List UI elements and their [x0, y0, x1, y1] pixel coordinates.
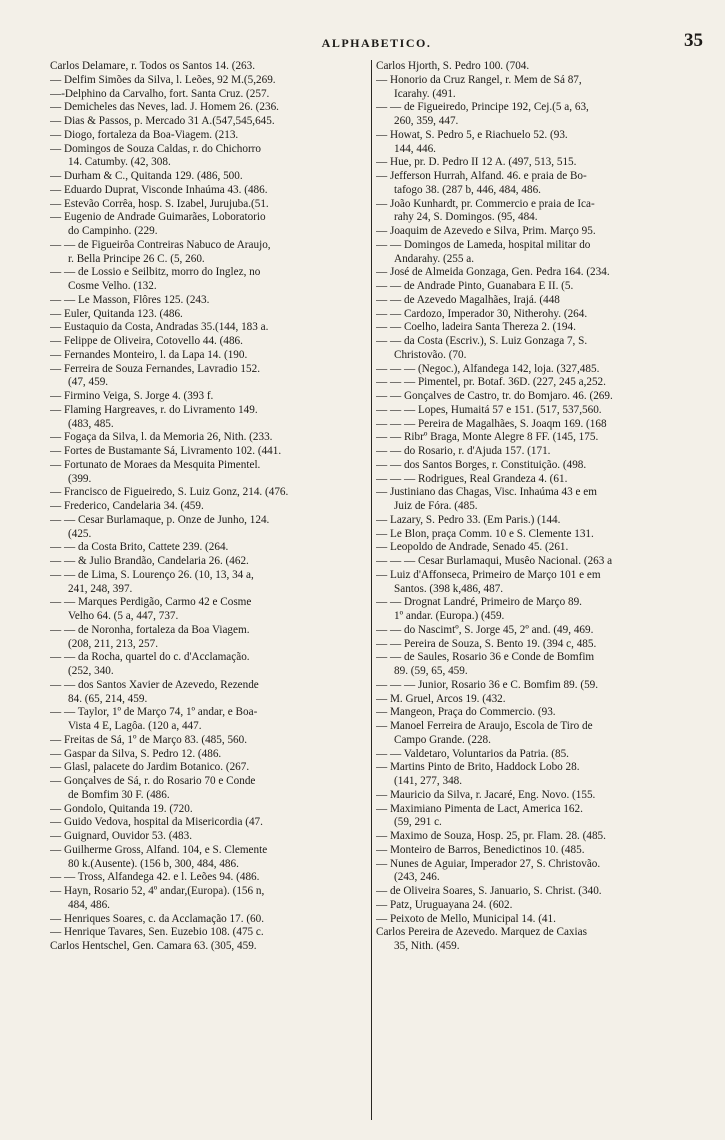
- entry-line: — — dos Santos Xavier de Azevedo, Rezende: [50, 678, 259, 691]
- entry-line: — Maximiano Pimenta de Lact, America 162.: [376, 802, 583, 815]
- entry-continuation-line: (141, 277, 348.: [394, 775, 463, 787]
- entry-continuation-line: 84. (65, 214, 459.: [68, 692, 148, 705]
- entry-line: — — de Figueirôa Contreiras Nabuco de Araujo,: [50, 238, 271, 251]
- entry-continuation-line: 241, 248, 397.: [68, 582, 133, 595]
- entries-columns: [50, 60, 703, 1120]
- entry-line: Carlos Hentschel, Gen. Camara 63. (305, 459.: [50, 940, 257, 952]
- entry-line: — — — Lopes, Humaitá 57 e 151. (517, 537,560.: [376, 403, 602, 416]
- entry-line: — Fogaça da Silva, l. da Memoria 26, Nith. (233.: [50, 431, 273, 444]
- entry-line: — — Valdetaro, Voluntarios da Patria. (85.: [376, 747, 569, 760]
- left-entry-list: [50, 60, 368, 954]
- entry-line: — — de Saules, Rosario 36 e Conde de Bomfim: [376, 651, 595, 664]
- entry-line: — — Le Masson, Flôres 125. (243.: [50, 293, 210, 306]
- entry-line: — Glasl, palacete do Jardim Botanico. (267.: [50, 761, 250, 774]
- entry-line: — Leopoldo de Andrade, Senado 45. (261.: [376, 541, 569, 554]
- entry-line: Carlos Hjorth, S. Pedro 100. (704.: [376, 60, 530, 72]
- entry-line: — João Kunhardt, pr. Commercio e praia de Ica-: [376, 197, 595, 210]
- entry-line: — — da Costa (Escriv.), S. Luiz Gonzaga 7, S.: [376, 335, 588, 347]
- entry-continuation-line: Santos. (398 k,486, 487.: [394, 582, 504, 595]
- entry-continuation-line: Juiz de Fóra. (485.: [394, 500, 478, 512]
- entry-line: — Justiniano das Chagas, Visc. Inhaúma 43 e em: [376, 486, 597, 499]
- entry-line: — — Coelho, ladeira Santa Thereza 2. (194.: [376, 321, 576, 334]
- page-number: 35: [684, 30, 703, 51]
- entry-line: — Demicheles das Neves, lad. J. Homem 26. (236.: [50, 101, 279, 114]
- entry-line: — — Cesar Burlamaque, p. Onze de Junho, 124.: [50, 513, 270, 526]
- entry-line: — Delfim Simões da Silva, l. Leões, 92 M.(5,269.: [50, 73, 276, 86]
- left-column: [50, 60, 372, 1120]
- entry-line: — — — Junior, Rosario 36 e C. Bomfim 89. (59.: [376, 678, 599, 691]
- entry-line: — Howat, S. Pedro 5, e Riachuelo 52. (93.: [376, 128, 568, 141]
- entry-line: — — Taylor, 1º de Março 74, 1º andar, e Boa-: [50, 706, 258, 719]
- entry-continuation-line: (47, 459.: [68, 376, 109, 389]
- entry-line: — — & Julio Brandão, Candelaria 26. (462.: [50, 555, 249, 567]
- entry-line: — — — (Negoc.), Alfandega 142, loja. (327,485.: [376, 362, 600, 375]
- entry-line: — Domingos de Souza Caldas, r. do Chichorro: [50, 142, 261, 155]
- entry-continuation-line: (425.: [68, 527, 92, 540]
- entry-line: — Patz, Uruguayana 24. (602.: [376, 898, 513, 911]
- entry-line: — — de Azevedo Magalhães, Irajá. (448: [376, 293, 560, 306]
- right-column: [372, 60, 703, 1120]
- entry-line: — — do Rosario, r. d'Ajuda 157. (171.: [376, 445, 551, 457]
- entry-line: — Guido Vedova, hospital da Misericordia (47.: [50, 816, 263, 829]
- entry-continuation-line: (399.: [68, 472, 92, 485]
- entry-line: — Monteiro de Barros, Benedictinos 10. (485.: [376, 843, 585, 856]
- entry-line: — — Pereira de Souza, S. Bento 19. (394 c, 485.: [376, 637, 597, 650]
- entry-line: — José de Almeida Gonzaga, Gen. Pedra 164. (234.: [376, 266, 610, 279]
- entry-line: — de Oliveira Soares, S. Januario, S. Christ. (340.: [376, 885, 602, 897]
- entry-line: Carlos Delamare, r. Todos os Santos 14. (263.: [50, 60, 256, 72]
- entry-line: — — Cardozo, Imperador 30, Nitherohy. (264.: [376, 307, 588, 320]
- entry-continuation-line: Campo Grande. (228.: [394, 733, 491, 746]
- entry-line: Carlos Pereira de Azevedo. Marquez de Caxias: [376, 926, 587, 939]
- entry-line: — — — Rodrigues, Real Grandeza 4. (61.: [376, 472, 568, 485]
- entry-line: — — da Rocha, quartel do c. d'Acclamação.: [50, 651, 250, 664]
- entry-line: — Hue, pr. D. Pedro II 12 A. (497, 513, 515.: [376, 156, 577, 169]
- entry-line: — Euler, Quitanda 123. (486.: [50, 307, 183, 320]
- entry-continuation-line: 260, 359, 447.: [394, 115, 459, 127]
- entry-line: — — — Cesar Burlamaqui, Musêo Nacional. (263 a: [376, 555, 613, 567]
- entry-continuation-line: (243, 246.: [394, 871, 440, 884]
- entry-line: — — — Pereira de Magalhães, S. Joaqm 169. (168: [376, 417, 607, 430]
- entry-line: — Gaspar da Silva, S. Pedro 12. (486.: [50, 747, 222, 760]
- entry-line: — — de Figueiredo, Principe 192, Cej.(5 a, 63,: [376, 101, 589, 114]
- entry-line: — Mauricio da Silva, r. Jacaré, Eng. Novo. (155.: [376, 788, 596, 801]
- entry-continuation-line: 1º andar. (Europa.) (459.: [394, 610, 505, 622]
- entry-line: — Nunes de Aguiar, Imperador 27, S. Christovão.: [376, 857, 601, 870]
- entry-line: — — Tross, Alfandega 42. e l. Leões 94. (486.: [50, 871, 260, 884]
- entry-line: — Fortes de Bustamante Sá, Livramento 102. (441.: [50, 445, 282, 457]
- entry-line: — Martins Pinto de Brito, Haddock Lobo 28.: [376, 761, 580, 774]
- page-title: ALPHABETICO.: [321, 36, 432, 50]
- entry-line: — Eugenio de Andrade Guimarães, Loboratorio: [50, 211, 266, 224]
- entry-line: — Luiz d'Affonseca, Primeiro de Março 101 e em: [376, 568, 601, 581]
- entry-line: — Manoel Ferreira de Araujo, Escola de Tiro de: [376, 720, 593, 732]
- entry-continuation-line: Vista 4 E, Lagôa. (120 a, 447.: [68, 720, 202, 732]
- entry-line: — Estevão Corrêa, hosp. S. Izabel, Jurujuba.(51.: [50, 197, 269, 210]
- entry-line: — Diogo, fortaleza da Boa-Viagem. (213.: [50, 128, 239, 141]
- entry-line: — Hayn, Rosario 52, 4º andar,(Europa). (156 n,: [50, 885, 265, 897]
- entry-line: — — da Costa Brito, Cattete 239. (264.: [50, 541, 229, 554]
- entry-line: — Ferreira de Souza Fernandes, Lavradio 152.: [50, 362, 261, 375]
- entry-line: — Jefferson Hurrah, Alfand. 46. e praia de Bo-: [376, 170, 587, 182]
- entry-continuation-line: 144, 446.: [394, 142, 436, 155]
- entry-line: —-Delphino da Carvalho, fort. Santa Cruz. (257.: [50, 87, 270, 100]
- entry-line: — Firmino Veiga, S. Jorge 4. (393 f.: [50, 390, 214, 402]
- entry-continuation-line: 89. (59, 65, 459.: [394, 665, 468, 677]
- entry-line: — Honorio da Cruz Rangel, r. Mem de Sá 87,: [376, 73, 582, 86]
- entry-line: — — Domingos de Lameda, hospital militar do: [376, 238, 591, 251]
- entry-line: — — de Andrade Pinto, Guanabara E II. (5.: [376, 280, 574, 292]
- entry-continuation-line: tafogo 38. (287 b, 446, 484, 486.: [394, 183, 541, 196]
- page-header: [50, 30, 703, 60]
- entry-continuation-line: 484, 486.: [68, 898, 110, 911]
- entry-line: — — — Pimentel, pr. Botaf. 36D. (227, 245 a,252.: [376, 376, 606, 389]
- entry-line: — Fernandes Monteiro, l. da Lapa 14. (190.: [50, 348, 248, 361]
- entry-line: — Gonçalves de Sá, r. do Rosario 70 e Conde: [50, 775, 256, 787]
- entry-line: — Lazary, S. Pedro 33. (Em Paris.) (144.: [376, 513, 561, 526]
- right-entry-list: [376, 60, 703, 954]
- entry-line: — Guignard, Ouvidor 53. (483.: [50, 830, 193, 842]
- entry-line: — Felippe de Oliveira, Cotovello 44. (486.: [50, 335, 243, 347]
- entry-line: — Henrique Tavares, Sen. Euzebio 108. (475 c.: [50, 926, 264, 939]
- entry-continuation-line: 35, Nith. (459.: [394, 940, 460, 952]
- entry-line: — Henriques Soares, c. da Acclamação 17. (60.: [50, 912, 265, 925]
- entry-line: — Maximo de Souza, Hosp. 25, pr. Flam. 28. (485.: [376, 830, 606, 842]
- entry-line: — — Drognat Landré, Primeiro de Março 89.: [376, 596, 582, 609]
- entry-line: — — Marques Perdigão, Carmo 42 e Cosme: [50, 596, 252, 609]
- entry-line: — M. Gruel, Arcos 19. (432.: [376, 692, 506, 705]
- entry-continuation-line: (483, 485.: [68, 417, 114, 430]
- entry-line: — Guilherme Gross, Alfand. 104, e S. Clemente: [50, 843, 268, 856]
- entry-line: — — Gonçalves de Castro, tr. do Bomjaro. 46. (269.: [376, 390, 613, 402]
- entry-continuation-line: do Campinho. (229.: [68, 225, 158, 237]
- entry-line: — Frederico, Candelaria 34. (459.: [50, 500, 204, 512]
- entry-continuation-line: r. Bella Principe 26 C. (5, 260.: [68, 252, 205, 265]
- entry-line: — Peixoto de Mello, Municipal 14. (41.: [376, 912, 556, 925]
- entry-continuation-line: (59, 291 c.: [394, 816, 442, 829]
- entry-line: — Joaquim de Azevedo e Silva, Prim. Março 95.: [376, 225, 596, 237]
- entry-line: — Dias & Passos, p. Mercado 31 A.(547,545,645.: [50, 115, 275, 127]
- entry-line: — — do Nascimtº, S. Jorge 45, 2º and. (49, 469.: [376, 623, 594, 636]
- entry-continuation-line: Icarahy. (491.: [394, 87, 456, 100]
- entry-line: — — dos Santos Borges, r. Constituição. (498.: [376, 458, 587, 471]
- entry-line: — Mangeon, Praça do Commercio. (93.: [376, 706, 556, 719]
- entry-continuation-line: de Bomfim 30 F. (486.: [68, 788, 170, 801]
- entry-continuation-line: (252, 340.: [68, 665, 114, 677]
- entry-continuation-line: Cosme Velho. (132.: [68, 280, 157, 292]
- entry-line: — — de Lima, S. Lourenço 26. (10, 13, 34 a,: [50, 568, 254, 581]
- entry-line: — Gondolo, Quitanda 19. (720.: [50, 802, 193, 815]
- entry-line: — Freitas de Sá, 1º de Março 83. (485, 560.: [50, 733, 248, 746]
- entry-line: — — de Lossio e Seilbitz, morro do Inglez, no: [50, 266, 261, 279]
- entry-continuation-line: rahy 24, S. Domingos. (95, 484.: [394, 211, 538, 224]
- entry-line: — Eduardo Duprat, Visconde Inhaúma 43. (486.: [50, 183, 268, 196]
- entry-continuation-line: (208, 211, 213, 257.: [68, 637, 159, 650]
- entry-line: — Durham & C., Quitanda 129. (486, 500.: [50, 170, 243, 182]
- entry-continuation-line: 14. Catumby. (42, 308.: [68, 156, 171, 169]
- entry-continuation-line: 80 k.(Ausente). (156 b, 300, 484, 486.: [68, 857, 239, 870]
- entry-line: — — Ribrº Braga, Monte Alegre 8 FF. (145, 175.: [376, 431, 599, 444]
- entry-continuation-line: Velho 64. (5 a, 447, 737.: [68, 610, 179, 622]
- entry-line: — — de Noronha, fortaleza da Boa Viagem.: [50, 623, 250, 636]
- entry-line: — Fortunato de Moraes da Mesquita Pimentel.: [50, 458, 261, 471]
- entry-continuation-line: Christovão. (70.: [394, 348, 467, 361]
- entry-line: — Francisco de Figueiredo, S. Luiz Gonz, 214. (476.: [50, 486, 289, 499]
- entry-line: — Le Blon, praça Comm. 10 e S. Clemente 131.: [376, 527, 594, 540]
- entry-continuation-line: Andarahy. (255 a.: [394, 252, 475, 265]
- entry-line: — Eustaquio da Costa, Andradas 35.(144, 183 a.: [50, 321, 269, 334]
- entry-line: — Flaming Hargreaves, r. do Livramento 149.: [50, 403, 258, 416]
